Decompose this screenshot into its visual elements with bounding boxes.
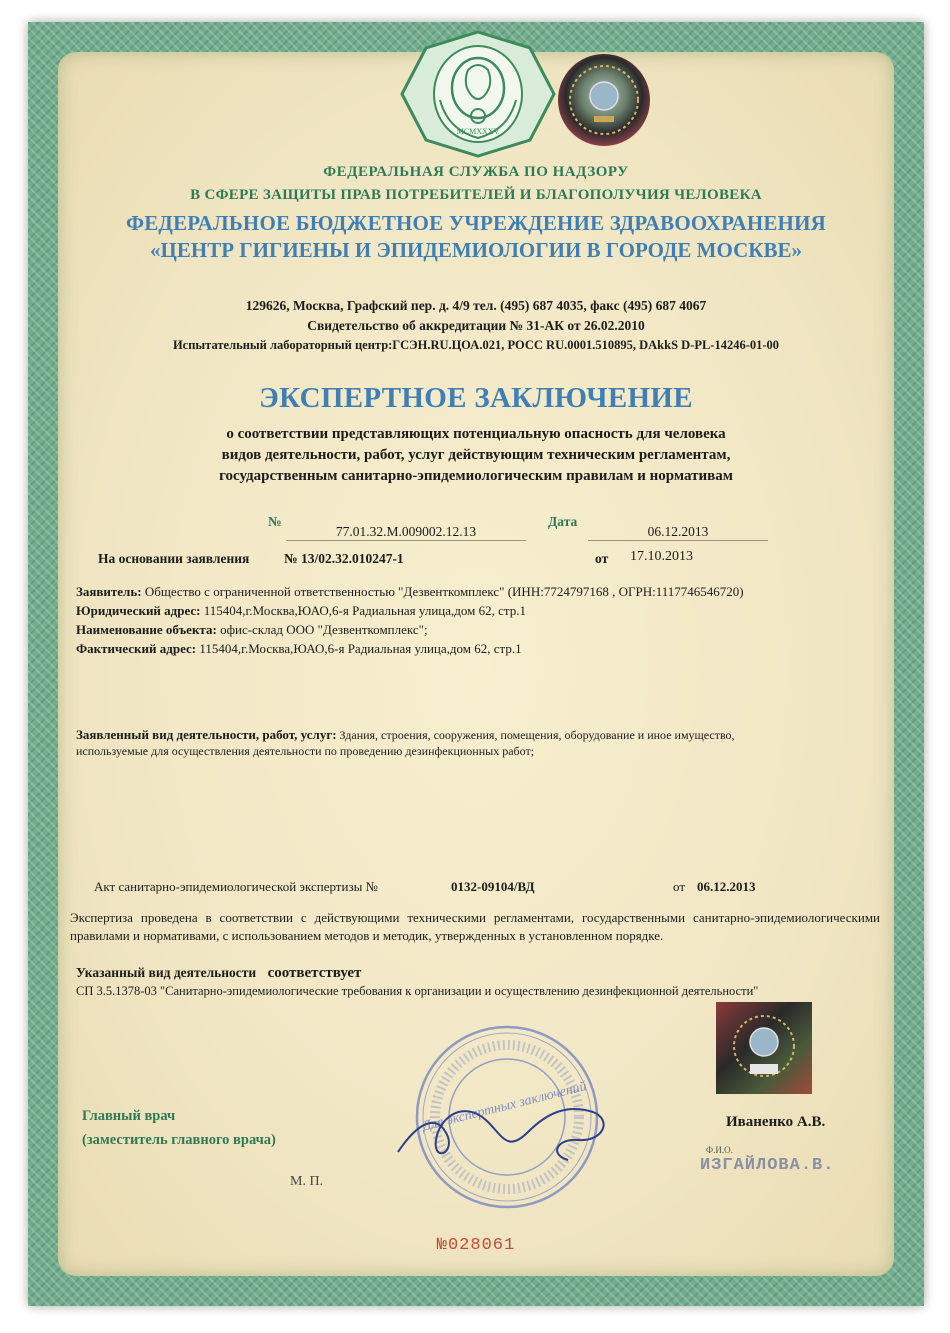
rospotrebnadzor-emblem-icon [398,30,558,158]
activity-value-line-2: используемые для осуществления деятельности по проведению дезинфекционных работ; [76,744,535,758]
activity-label: Заявленный вид деятельности, работ, услуг: [76,727,337,742]
date-value: 06.12.2013 [588,524,768,541]
accreditation-line: Свидетельство об аккредитации № 31-АК от 26.02.2010 [307,318,645,333]
number-value: 77.01.32.М.009002.12.13 [286,524,526,541]
actual-address-row [76,641,886,657]
address-line: 129626, Москва, Графский пер. д. 4/9 тел. (495) 687 4035, факс (495) 687 4067 [245,298,707,313]
signer-name: Иваненко А.В. [726,1114,826,1130]
document-title: ЭКСПЕРТНОЕ ЗАКЛЮЧЕНИЕ [259,382,693,414]
subtitle-line-3: государственным санитарно-эпидемиологическим правилам и нормативам [219,468,733,484]
seal-place-label: М. П. [290,1174,324,1189]
applicant-value: Общество с ограниченной ответственностью "Дезвенткомплекс" (ИНН:7724797168 , ОГРН:1117746546720) [144,584,744,599]
act-label: Акт санитарно-эпидемиологической экспертизы № [94,879,378,894]
stamped-name: ИЗГАЙЛОВА.В. [700,1156,835,1175]
certificate-sheet [28,22,924,1306]
object-value: офис-склад ООО "Дезвенткомплекс"; [220,622,428,637]
object-row [76,622,886,638]
activity-value-line-1: Здания, строения, сооружения, помещения, оборудование и иное имущество, [339,728,735,742]
applicant-row [76,584,886,600]
date-label: Дата [548,514,578,529]
legal-address-row [76,603,886,619]
object-label: Наименование объекта: [76,622,217,637]
norm-reference: СП 3.5.1378-03 "Санитарно-эпидемиологические требования к организации и осуществлению дезинфекционной деятельности" [76,984,759,998]
basis-from-value: 17.10.2013 [630,549,693,564]
subtitle-line-1: о соответствии представляющих потенциальную опасность для человека [226,426,726,442]
chief-doctor-label: Главный врач [82,1108,176,1124]
hologram-seal-icon [556,52,652,148]
activity-row [76,727,891,743]
hologram-sticker-icon [716,1002,812,1094]
agency-line-1: ФЕДЕРАЛЬНАЯ СЛУЖБА ПО НАДЗОРУ [323,164,629,180]
basis-value: № 13/02.32.010247-1 [284,551,404,566]
institution-line-1: ФЕДЕРАЛЬНОЕ БЮДЖЕТНОЕ УЧРЕЖДЕНИЕ ЗДРАВООХРАНЕНИЯ [125,211,826,235]
expertise-statement: Экспертиза проведена в соответствии с действующими техническими регламентами, государственными санитарно-эпидемиологическими правилами и нормативами, с использованием методов и методик, утвержденных в установленном порядке. [70,910,880,943]
act-date: 06.12.2013 [697,879,756,894]
agency-line-2: В СФЕРЕ ЗАЩИТЫ ПРАВ ПОТРЕБИТЕЛЕЙ И БЛАГОПОЛУЧИЯ ЧЕЛОВЕКА [190,187,762,203]
result-row [76,965,361,982]
handwritten-signature [388,1082,628,1172]
result-label: Указанный вид деятельности [76,965,257,980]
number-label: № [268,514,282,529]
basis-from-label: от [595,551,609,566]
act-from-label: от [673,879,686,894]
act-number: 0132-09104/ВД [451,879,535,894]
legal-address-value: 115404,г.Москва,ЮАО,6-я Радиальная улица,дом 62, стр.1 [203,603,526,618]
lab-center-line: Испытательный лабораторный центр:ГСЭН.RU.ЦОА.021, РОСС RU.0001.510895, DAkkS D-PL-14246-01-00 [172,338,780,352]
deputy-label: (заместитель главного врача) [82,1132,276,1148]
actual-address-label: Фактический адрес: [76,641,197,656]
result-value: соответствует [267,965,362,981]
serial-number: №028061 [436,1236,516,1255]
subtitle-line-2: видов деятельности, работ, услуг действующим техническим регламентам, [221,447,731,463]
fio-label: Ф.И.О. [706,1145,733,1155]
stamp-center-label: Для экспертных заключений [420,1079,589,1135]
institution-line-2: «ЦЕНТР ГИГИЕНЫ И ЭПИДЕМИОЛОГИИ В ГОРОДЕ МОСКВЕ» [150,238,802,262]
basis-label: На основании заявления [98,551,250,566]
applicant-label: Заявитель: [76,584,142,599]
emblem-year-text: MCMXXXV [456,127,500,136]
legal-address-label: Юридический адрес: [76,603,201,618]
actual-address-value: 115404,г.Москва,ЮАО,6-я Радиальная улица,дом 62, стр.1 [199,641,522,656]
